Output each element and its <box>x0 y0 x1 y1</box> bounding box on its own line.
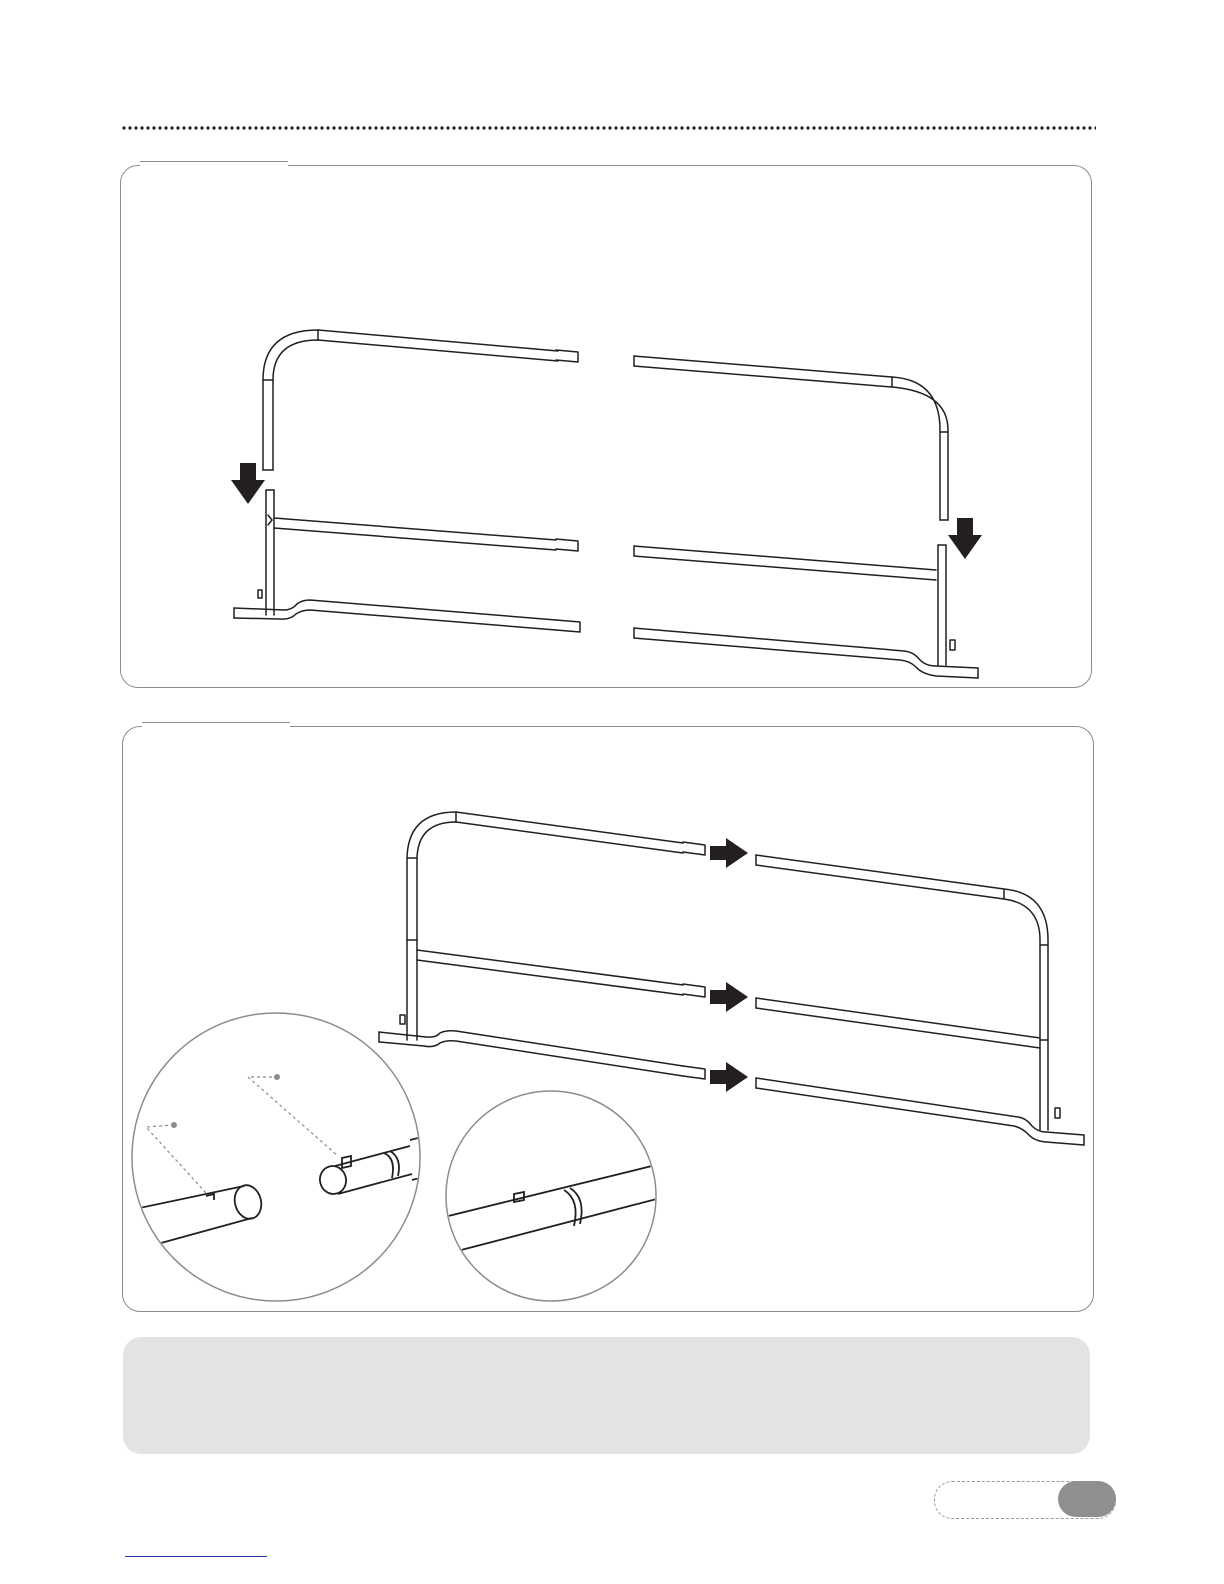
right-arrow-icon <box>710 838 748 868</box>
right-arrow-icon <box>710 1062 748 1092</box>
page-number-badge <box>1058 1481 1116 1517</box>
page-number-pill <box>934 1481 1116 1519</box>
right-assembled-frame <box>756 855 1084 1145</box>
note-box <box>123 1337 1090 1454</box>
footer-link[interactable] <box>125 1556 267 1557</box>
detail-circle-unlocked <box>130 1013 432 1301</box>
detail-circle-locked <box>440 1091 668 1301</box>
left-assembled-frame <box>379 812 705 1079</box>
right-arrow-icon <box>710 982 748 1012</box>
